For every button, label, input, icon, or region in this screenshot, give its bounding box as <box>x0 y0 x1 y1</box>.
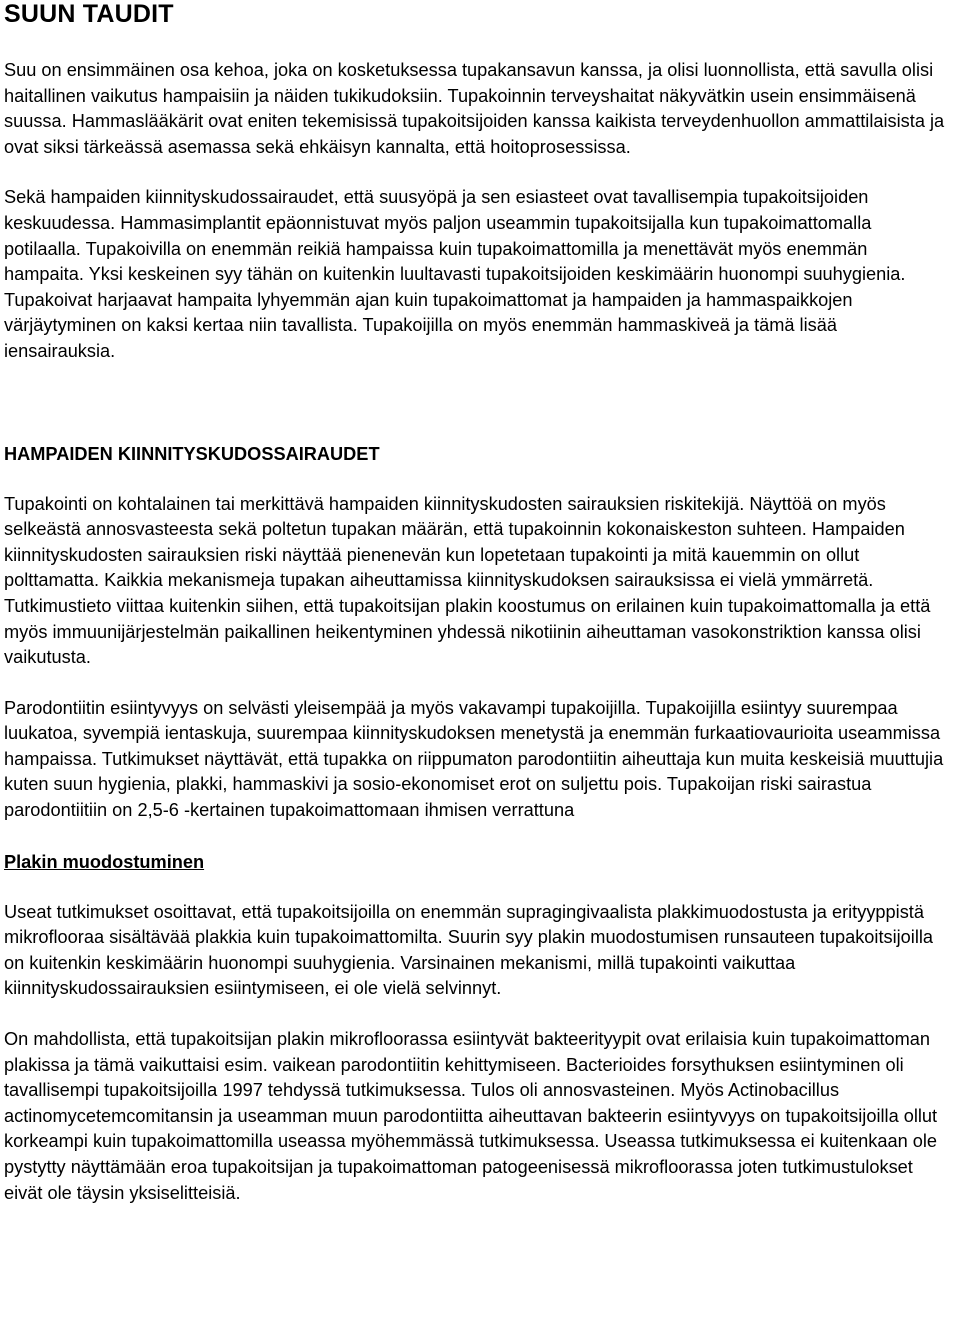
intro-paragraph-2: Sekä hampaiden kiinnityskudossairaudet, että suusyöpä ja sen esiasteet ovat tavallisempia tupakoitsijoiden keskuudessa. Hammasimplantit epäonnistuvat myös paljon useammin tupakoitsijalla kun tupakoimattomalla potilaalla. Tupakoivilla on enemmän reikiä hampaissa kuin tupakoimattomilla ja menettävät myös enemmän hampaita. Yksi keskeinen syy tähän on kuitenkin luultavasti tupakoitsijoiden keskimäärin huonompi suuhygienia. Tupakoivat harjaavat hampaita lyhyemmän ajan kuin tupakoimattomat ja hampaiden ja hammaspaikkojen värjäytyminen on kaksi kertaa niin tavallista. Tupakoijilla on myös enemmän hammaskiveä ja tämä lisää iensairauksia. <box>4 187 906 361</box>
subsection-paragraph-2: On mahdollista, että tupakoitsijan plakin mikrofloorassa esiintyvät bakteerityypit ovat erilaisia kuin tupakoimattoman plakissa ja tämä vaikuttaisi esim. vaikean parodontiitin kehittymiseen. Bacterioides forsythuksen esiintyminen oli tavallisempi tupakoitsijoilla 1997 tehdyssä tutkimuksessa. Tulos oli annosvasteinen. Myös Actinobacillus actinomycetemcomitansin ja useamman muun parodontiitta aiheuttavan bakteerin esiintyvyys on tupakoitsijoilla ollut korkeampi kuin tupakoimattomilla useassa myöhemmässä tutkimuksessa. Useassa tutkimuksessa ei kuitenkaan ole pystytty näyttämään eroa tupakoitsijan ja tupakoimattoman patogeenisessä mikrofloorassa joten tutkimustulokset eivät ole täysin yksiselitteisiä. <box>4 1029 938 1203</box>
spacer <box>4 1002 952 1027</box>
spacer <box>4 28 952 58</box>
document-page <box>4 0 952 1206</box>
spacer <box>4 467 952 492</box>
intro-paragraph-1: Suu on ensimmäinen osa kehoa, joka on kosketuksessa tupakansavun kanssa, ja olisi luonnollista, että savulla olisi haitallinen vaikutus hampaisiin ja näiden tukikudoksiin. Tupakoinnin terveyshaitat näkyvätkin usein ensimmäisenä suussa. Hammaslääkärit ovat eniten tekemisissä tupakoitsijoiden kanssa kaikista terveydenhuollon ammattilaisista ja ovat siksi tärkeässä asemassa sekä ehkäisyn kannalta, että hoitoprosessissa. <box>4 60 945 157</box>
page-title: SUUN TAUDIT <box>4 0 174 28</box>
spacer <box>4 875 952 900</box>
section-paragraph-2: Parodontiitin esiintyvyys on selvästi yleisempää ja myös vakavampi tupakoijilla. Tupakoijilla esiintyy suurempaa luukatoa, syvempiä ientaskuja, suurempaa kiinnityskudoksen menetystä ja enemmän furkaatiovaurioita useammissa hampaissa. Tutkimukset näyttävät, että tupakka on riippumaton parodontiitin aiheuttaja kun muita keskeisiä muuttujia kuten suun hygienia, plakki, hammaskivi ja sosio-ekonomiset erot on suljettu pois. Tupakoijan riski sairastua parodontiitiin on 2,5-6 -kertainen tupakoimattomaan ihmisen verrattuna <box>4 697 944 821</box>
section-heading: HAMPAIDEN KIINNITYSKUDOSSAIRAUDET <box>4 443 380 464</box>
subsection-heading: Plakin muodostuminen <box>4 851 205 872</box>
spacer <box>4 160 952 185</box>
subsection-paragraph-1: Useat tutkimukset osoittavat, että tupakoitsijoilla on enemmän supragingivaalista plakkimuodostusta ja erityyppistä mikrofloorаа sisältävää plakkia kuin tupakoimattomilta. Suurin syy plakin muodostumisen runsauteen tupakoitsijoilla on kuitenkin keskimäärin huonompi suuhygienia. Varsinainen mekanismi, millä tupakointi vaikuttaa kiinnityskudossairauksien esiintymiseen, ei ole vielä selvinnyt. <box>4 901 934 999</box>
spacer <box>4 824 952 849</box>
spacer <box>4 365 952 441</box>
spacer <box>4 671 952 696</box>
section-paragraph-1: Tupakointi on kohtalainen tai merkittävä hampaiden kiinnityskudosten sairauksien riskitekijä. Näyttöä on myös selkeästä annosvasteesta sekä poltetun tupakan määrän, että tupakoinnin kokonaiskeston suhteen. Hampaiden kiinnityskudosten sairauksien riski näyttää pienenevän kun lopetetaan tupakointi ja mitä kauemmin on ollut polttamatta. Kaikkia mekanismeja tupakan aiheuttamissa kiinnityskudoksen sairauksissa ei vielä ymmärretä. Tutkimustieto viittaa kuitenkin siihen, että tupakoitsijan plakin koostumus on erilainen kuin tupakoimattomalla ja että myös immuunijärjestelmän paikallinen heikentyminen yhdessä nikotiinin aiheuttaman vasokonstriktion kanssa olisi vaikutusta. <box>4 493 931 668</box>
